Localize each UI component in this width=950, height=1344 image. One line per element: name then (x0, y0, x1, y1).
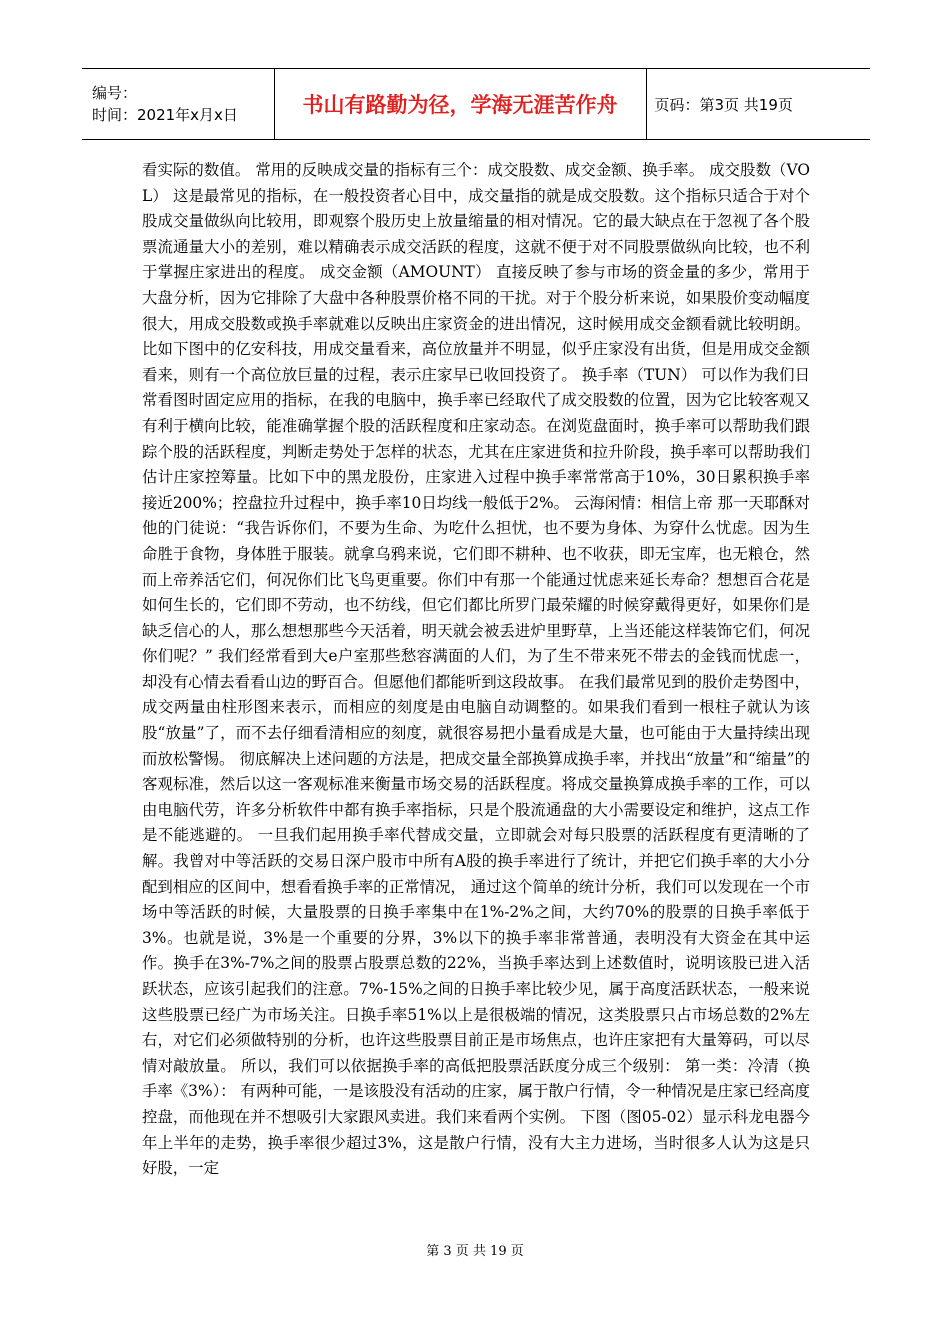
header-meta (82, 69, 274, 140)
body-paragraph: 看实际的数值。 常用的反映成交量的指标有三个：成交股数、成交金额、换手率。 成交股数（VOL） 这是最常见的指标，在一般投资者心目中，成交量指的就是成交股数。这个指标只适合于对个股成交量做纵向比较用，即观察个股历史上放量缩量的相对情况。它的最大缺点在于忽视了各个股票流通量大小的差别，难以精确表示成交活跃的程度，这就不便于对不同股票做纵向比较，也不利于掌握庄家进出的程度。 成交金额（AMOUNT） 直接反映了参与市场的资金量的多少，常用于大盘分析，因为它排除了大盘中各种股票价格不同的干扰。对于个股分析来说，如果股价变动幅度很大，用成交股数或换手率就难以反映出庄家资金的进出情况，这时候用成交金额看就比较明朗。比如下图中的亿安科技，用成交量看来，高位放量并不明显，似乎庄家没有出货，但是用成交金额看来，则有一个高位放巨量的过程，表示庄家早已收回投资了。 换手率（TUN） 可以作为我们日常看图时固定应用的指标，在我的电脑中，换手率已经取代了成交股数的位置，因为它比较客观又有利于横向比较，能准确掌握个股的活跃程度和庄家动态。在浏览盘面时，换手率可以帮助我们跟踪个股的活跃程度，判断走势处于怎样的状态，尤其在庄家进货和拉升阶段，换手率可以帮助我们估计庄家控筹量。比如下中的黑龙股份，庄家进入过程中换手率常常高于10%，30日累积换手率接近200%；控盘拉升过程中，换手率10日均线一般低于2%。 云海闲情：相信上帝 那一天耶酥对他的门徒说：“我告诉你们，不要为生命、为吃什么担忧，也不要为身体、为穿什么忧虑。因为生命胜于食物，身体胜于服装。就拿乌鸦来说，它们即不耕种、也不收获，即无宝库，也无粮仓，然而上帝养活它们，何况你们比飞鸟更重要。你们中有那一个能通过忧虑来延长寿命？想想百合花是如何生长的，它们即不劳动，也不纺线，但它们都比所罗门最荣耀的时候穿戴得更好，如果你们是缺乏信心的人，那么想想那些今天活着，明天就会被丢进炉里野草，上当还能这样装饰它们，何况你们呢？” 我们经常看到大e户室那些愁容满面的人们，为了生不带来死不带去的金钱而忧虑一，却没有心情去看看山边的野百合。但愿他们都能听到这段故事。 在我们最常见到的股价走势图中，成交两量由柱形图来表示，而相应的刻度是由电脑自动调整的。如果我们看到一根柱子就认为该股“放量”了，而不去仔细看清相应的刻度，就很容易把小量看成是大量，也可能由于大量持续出现而放松警惕。 彻底解决上述问题的方法是，把成交量全部换算成换手率，并找出“放量”和“缩量”的客观标准，然后以这一客观标准来衡量市场交易的活跃程度。将成交量换算成换手率的工作，可以由电脑代劳，许多分析软件中都有换手率指标，只是个股流通盘的大小需要设定和维护，这点工作是不能逃避的。 一旦我们起用换手率代替成交量，立即就会对每只股票的活跃程度有更清晰的了解。我曾对中等活跃的交易日深户股市中所有A股的换手率进行了统计，并把它们换手率的大小分配到相应的区间中，想看看换手率的正常情况， 通过这个简单的统计分析，我们可以发现在一个市场中等活跃的时候，大量股票的日换手率集中在1%-2%之间，大约70%的股票的日换手率低于3%。也就是说，3%是一个重要的分界，3%以下的换手率非常普通，表明没有大资金在其中运作。换手在3%-7%之间的股票占股票总数的22%，当换手率达到上述数值时，说明该股已进入活跃状态，应该引起我们的注意。7%-15%之间的日换手率比较少见，属于高度活跃状态，一般来说这些股票已经广为市场关注。日换手率51%以上是很极端的情况，这类股票只占市场总数的2%左右，对它们必须做特别的分析，也许这些股票目前正是市场焦点，也许庄家把有大量筹码，可以尽情对敲放量。 所以，我们可以依据换手率的高低把股票活跃度分成三个级别： 第一类：冷清（换手率《3%）： 有两种可能，一是该股没有活动的庄家，属于散户行情，令一种情况是庄家已经高度控盘，而他现在并不想吸引大家跟风卖进。我们来看两个实例。 下图（图05-02）显示科龙电器今年上半年的走势，换手率很少超过3%，这是散户行情，没有大主力进场，当时很多人认为这是只好股，一定 (142, 161, 811, 1178)
header-page-number: 页码：第3页 共19页 (646, 69, 870, 140)
page-footer: 第 3 页 共 19 页 (426, 1244, 524, 1259)
page-header (82, 68, 870, 140)
document-number-label: 编号： (92, 84, 138, 102)
header-motto: 书山有路勤为径，学海无涯苦作舟 (274, 69, 646, 140)
document-date: 时间：2021年x月x日 (92, 106, 238, 124)
